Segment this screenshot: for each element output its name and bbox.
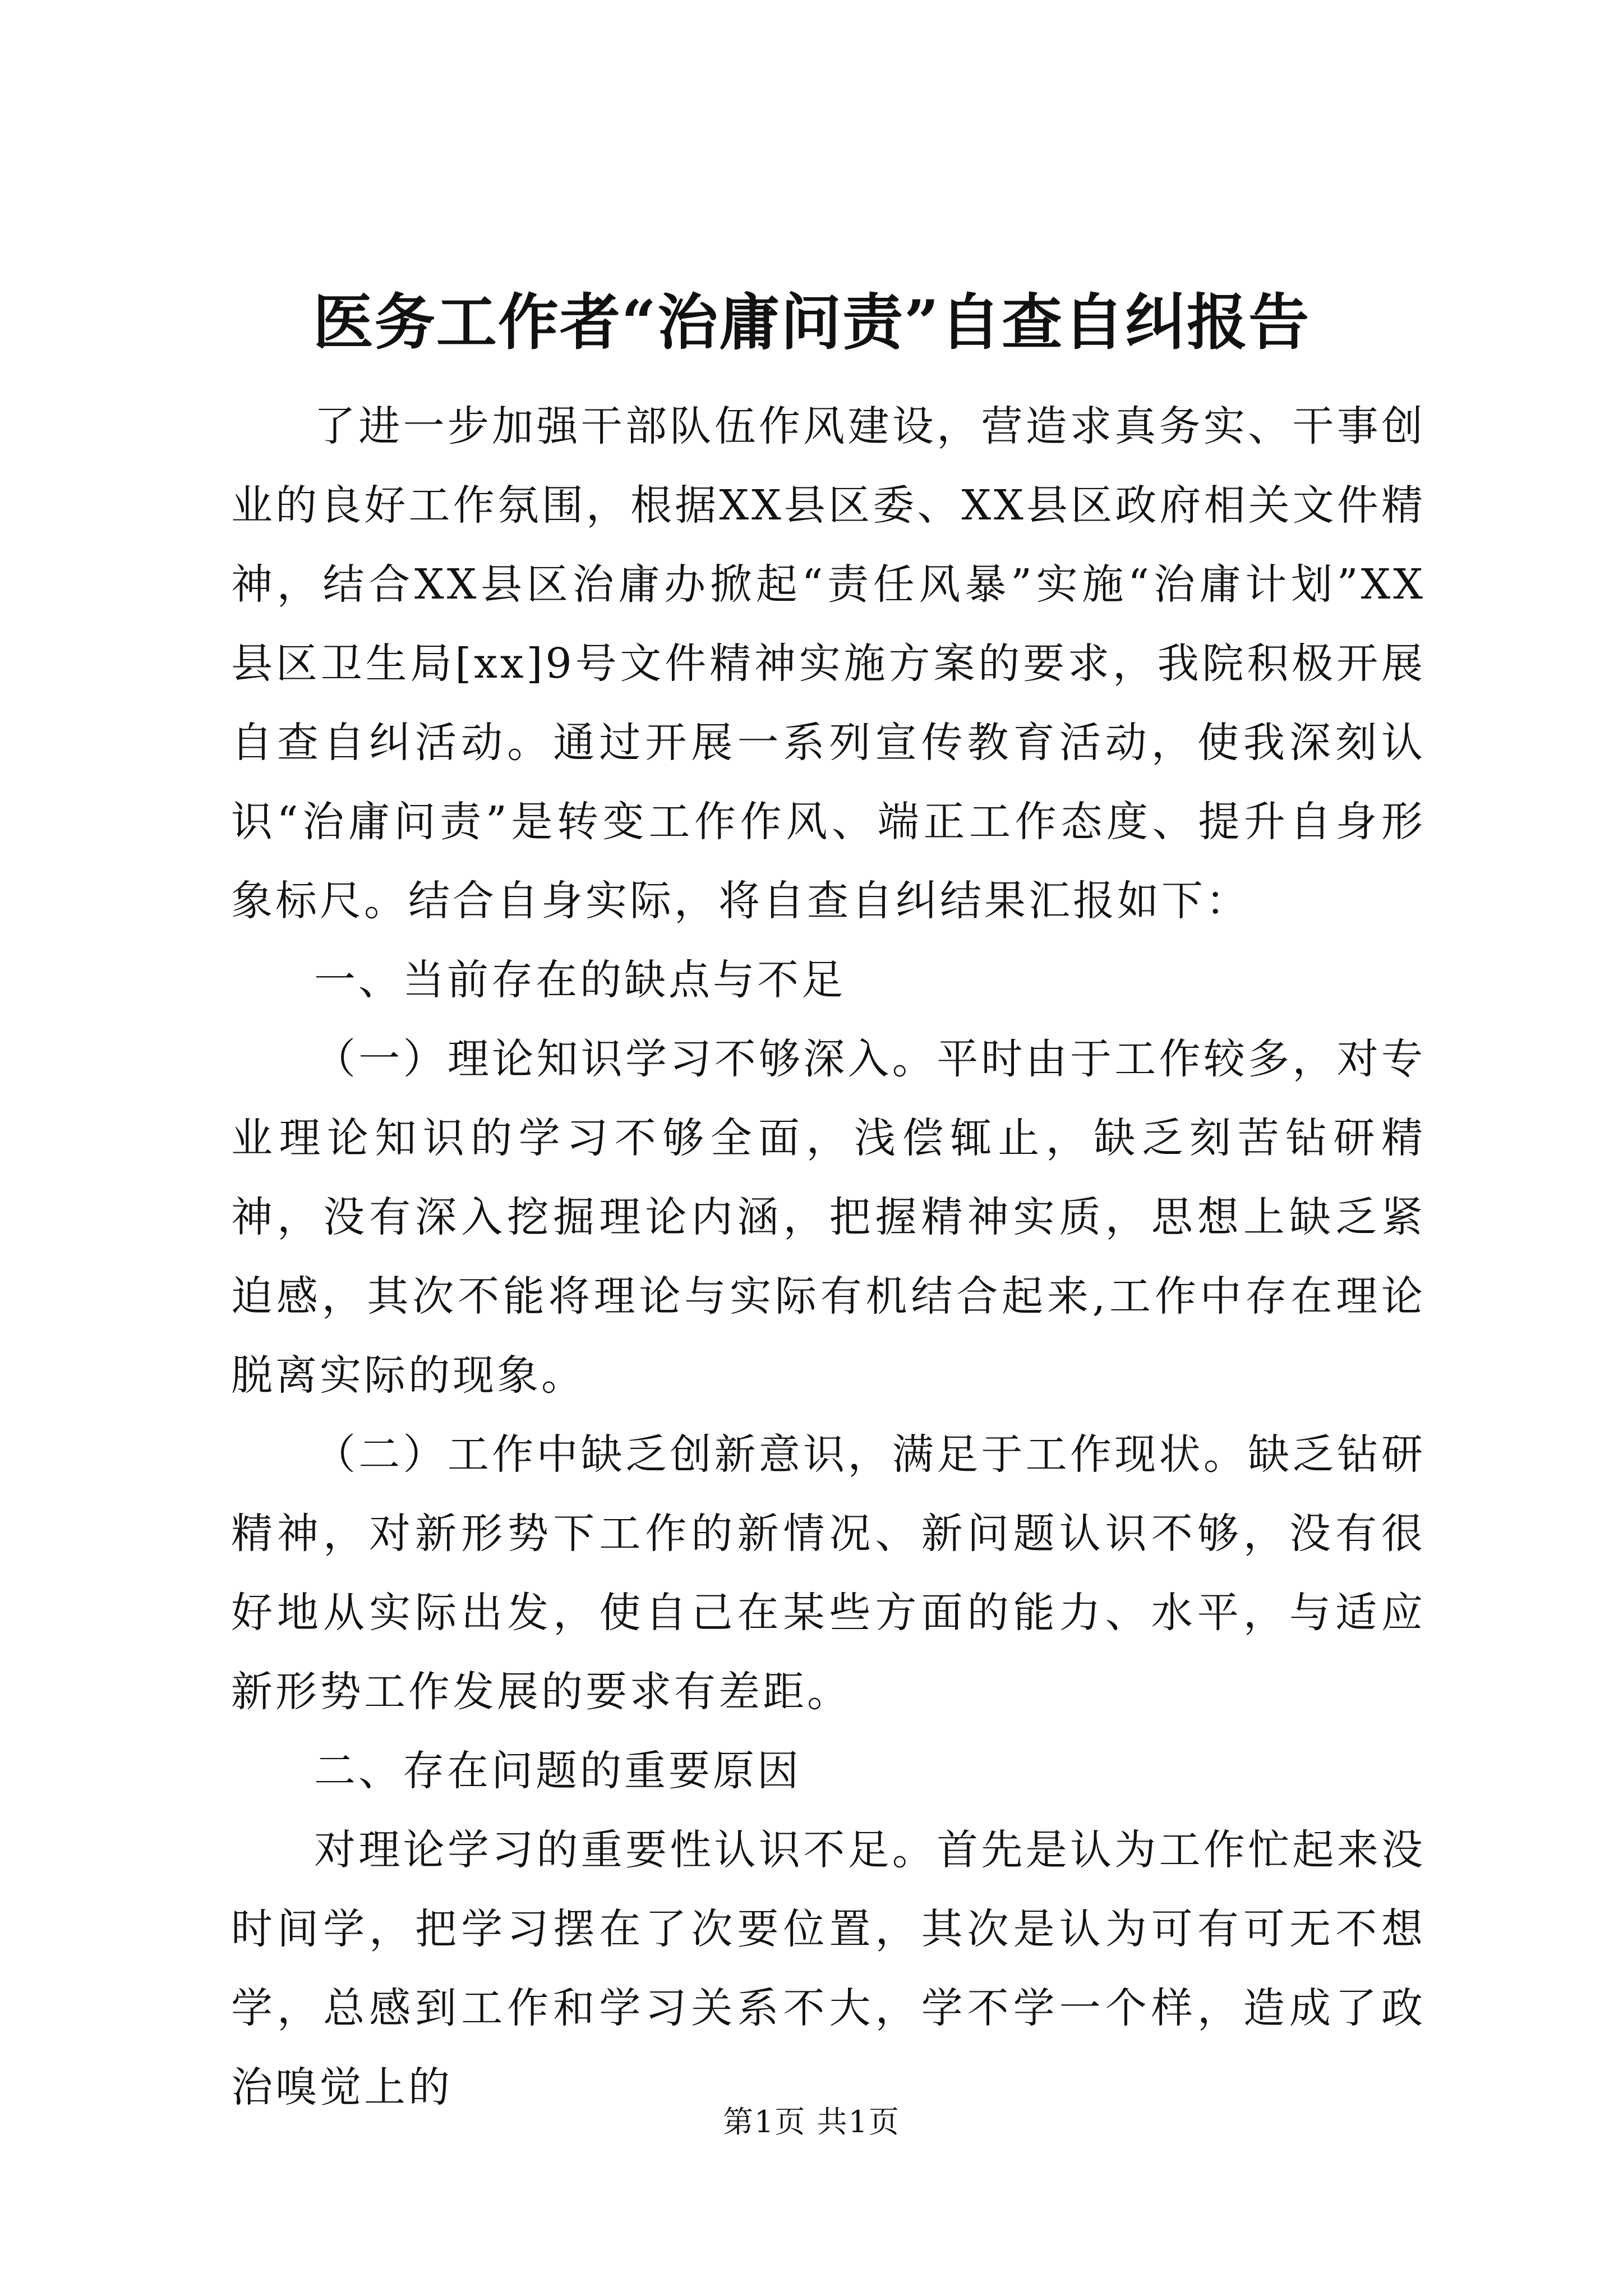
section-heading-1: 一、当前存在的缺点与不足 xyxy=(314,956,846,1004)
document-title: 医务工作者“治庸问责”自查自纠报告 xyxy=(312,287,1311,358)
document-body xyxy=(231,387,1426,2127)
section-heading-2: 二、存在问题的重要原因 xyxy=(314,1747,801,1795)
subsection-paragraph-1: （一）理论知识学习不够深入。平时由于工作较多，对专业理论知识的学习不够全面，浅偿辄止，缺乏刻苦钻研精神，没有深入挖掘理论内涵，把握精神实质，思想上缺乏紧迫感，其次不能将理论与实际有机结合起来,工作中存在理论脱离实际的现象。 xyxy=(231,1035,1426,1400)
cause-paragraph: 对理论学习的重要性认识不足。首先是认为工作忙起来没时间学，把学习摆在了次要位置，其次是认为可有可无不想学，总感到工作和学习关系不大，学不学一个样，造成了政治嗅觉上的 xyxy=(231,1826,1426,2111)
page-footer: 第1页 共1页 xyxy=(723,2104,900,2139)
subsection-paragraph-2: （二）工作中缺乏创新意识，满足于工作现状。缺乏钻研精神，对新形势下工作的新情况、新问题认识不够，没有很好地从实际出发，使自己在某些方面的能力、水平，与适应新形势工作发展的要求有差距。 xyxy=(231,1430,1426,1716)
intro-paragraph: 了进一步加强干部队伍作风建设，营造求真务实、干事创业的良好工作氛围，根据XX县区委、XX县区政府相关文件精神，结合XX县区治庸办掀起“责任风暴”实施“治庸计划”XX县区卫生局[xx]9号文件精神实施方案的要求，我院积极开展自查自纠活动。通过开展一系列宣传教育活动，使我深刻认识“治庸问责”是转变工作作风、端正工作态度、提升自身形象标尺。结合自身实际，将自查自纠结果汇报如下： xyxy=(231,402,1426,925)
